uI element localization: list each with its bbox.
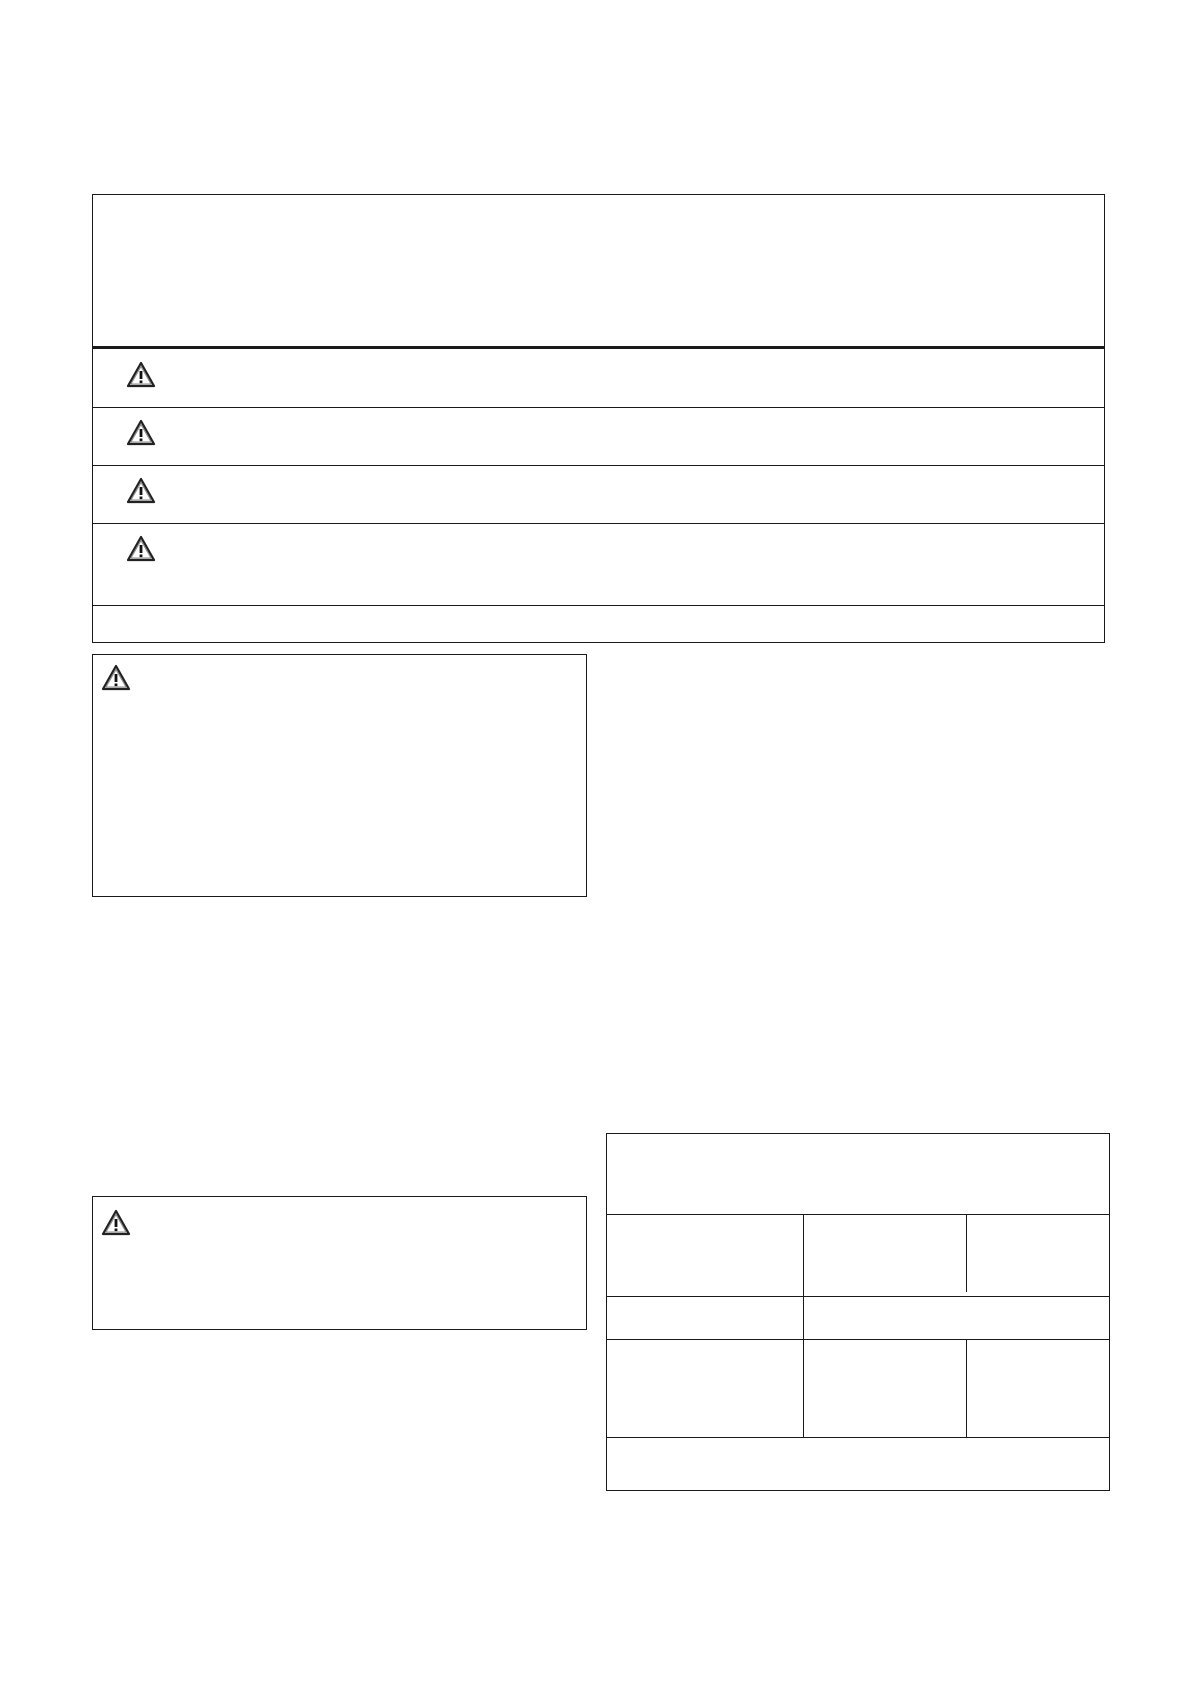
safety-table-row-divider: [92, 465, 1105, 466]
safety-table-row-divider: [92, 523, 1105, 524]
specs-table-col-divider: [966, 1339, 967, 1437]
warning-triangle-icon: [101, 664, 131, 691]
specs-table-col-divider: [803, 1339, 804, 1437]
specs-table-col-divider: [966, 1214, 967, 1292]
warning-triangle-icon: [101, 1209, 131, 1236]
specs-table-col-divider: [803, 1296, 804, 1339]
specs-table-row-divider: [606, 1339, 1110, 1340]
specs-table-row-divider: [606, 1296, 1110, 1297]
warning-box: [92, 1196, 587, 1330]
safety-table-row-divider: [92, 407, 1105, 408]
warning-triangle-icon: [126, 419, 156, 446]
safety-table: [92, 194, 1105, 643]
warning-triangle-icon: [126, 535, 156, 562]
specs-table-row-divider: [606, 1437, 1110, 1438]
warning-triangle-icon: [126, 477, 156, 504]
specs-table-row-divider: [606, 1214, 1110, 1215]
warning-box: [92, 654, 587, 897]
safety-table-header-divider: [92, 346, 1105, 349]
specs-table-col-divider: [803, 1214, 804, 1296]
warning-triangle-icon: [126, 361, 156, 388]
safety-table-row-divider: [92, 605, 1105, 606]
